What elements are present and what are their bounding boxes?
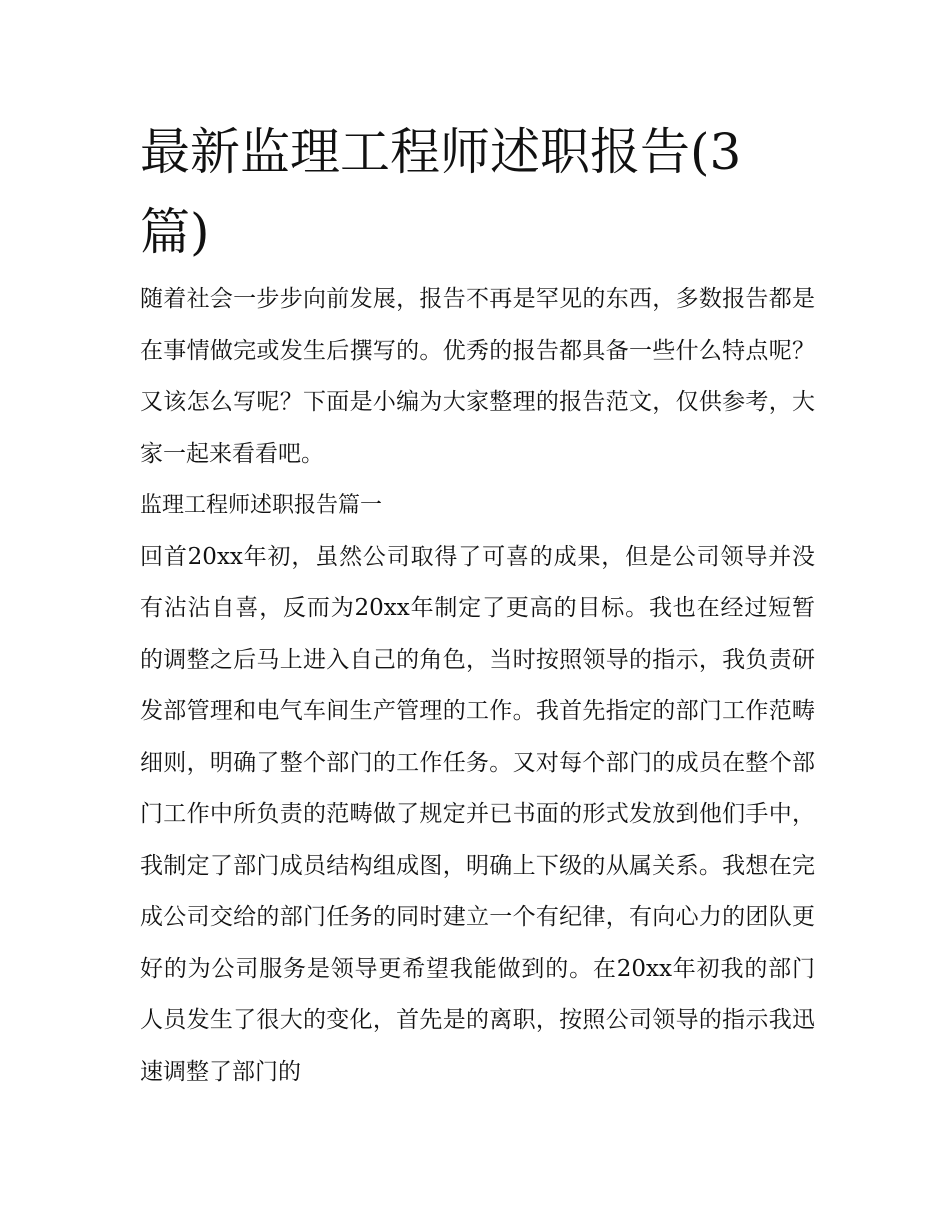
document-body — [140, 274, 815, 1098]
section-paragraph: 回首20xx年初，虽然公司取得了可喜的成果，但是公司领导并没有沾沾自喜，反而为20xx年制定了更高的目标。我也在经过短暂的调整之后马上进入自己的角色，当时按照领导的指示，我负责研发部管理和电气车间生产管理的工作。我首先指定的部门工作范畴细则，明确了整个部门的工作任务。又对每个部门的成员在整个部门工作中所负责的范畴做了规定并已书面的形式发放到他们手中，我制定了部门成员结构组成图，明确上下级的从属关系。我想在完成公司交给的部门任务的同时建立一个有纪律，有向心力的团队更好的为公司服务是领导更希望我能做到的。在20xx年初我的部门人员发生了很大的变化，首先是的离职，按照公司领导的指示我迅速调整了部门的 — [140, 543, 815, 1085]
document-title: 最新监理工程师述职报告(3篇) — [140, 123, 742, 261]
intro-paragraph: 随着社会一步步向前发展，报告不再是罕见的东西，多数报告都是在事情做完或发生后撰写的。优秀的报告都具备一些什么特点呢？又该怎么写呢？下面是小编为大家整理的报告范文，仅供参考，大家一起来看看吧。 — [140, 286, 815, 467]
section-heading: 监理工程师述职报告篇一 — [140, 493, 383, 518]
